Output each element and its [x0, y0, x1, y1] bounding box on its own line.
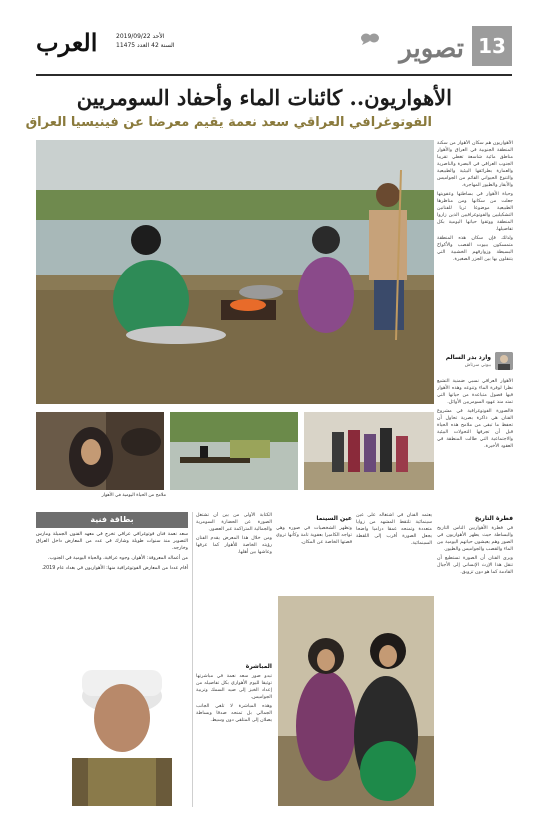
author-avatar: [495, 352, 513, 370]
section-heading-history: فطرة التاريخ: [474, 515, 513, 522]
section-heading-direct: المباشرة: [245, 663, 272, 670]
card-paragraph: أقام عددا من المعارض الفوتوغرافية منها: الأهواريون في بغداد عام 2019.: [41, 566, 188, 571]
card-body: [36, 531, 188, 575]
direct-paragraph: تبدو صور سعد نعمة في مباشرتها توثيقا لليوم الأهواري بكل تفاصيله من إعداد الخبز إلى صيد السمك وتربية الجواميس.: [196, 674, 272, 700]
speech-bubble-icon: [360, 32, 380, 46]
photo-caption: ملامح من الحياة اليومية في الأهوار: [101, 493, 166, 498]
history-column: [437, 512, 513, 712]
cinema-paragraph: يعتمد الفنان في اشتغاله على عين سينمائية تلتقط المشهد من زوايا متعددة وتمنحه عمقا دراميا واضحا يجعل الصورة أقرب إلى اللقطة السينمائية.: [356, 513, 432, 546]
photo-children-group: [304, 412, 434, 490]
main-photo-bread-cooking: [36, 140, 434, 404]
middle-paragraph: فالصورة الفوتوغرافية في مشروع الفنان هي ذاكرة بصرية تحاول أن تحفظ ما تبقى من ملامح هذه الحياة قبل أن تجرفها التحولات البيئية والاجتماعية التي طالت المنطقة في العقود الأخيرة.: [437, 409, 513, 449]
direct-column: [196, 660, 272, 806]
photo-two-girls: [278, 596, 434, 806]
history-paragraph: في فطرة الأهواريين الناس التاريخ والبساطة حيث يظهر الأهواريون في الصور وهم يعيشون حياتهم اليومية بين الماء والقصب والجواميس والطيور.: [437, 526, 513, 552]
middle-paragraph: الأهوار العراقي نسبي ضمنية التشبع نظرا لوفرة الماء وتنوعه وهذه الأهوار فيها فصول متباعدة من حياتها التي تمتد منذ عهود السومريين الأوائل.: [437, 379, 513, 405]
cinema-column: [356, 512, 432, 592]
newspaper-logo: العرب: [36, 28, 98, 57]
author-name: وارد بدر السالم: [445, 354, 491, 361]
photo-boat-reeds: [170, 412, 298, 490]
section-name: تصوير: [399, 34, 464, 64]
cinema-column-2: [276, 512, 352, 592]
art-paragraph: الكتابة الأولى من بين أن تشتغل الصورة عن الحضارة السومرية والجمالية المتراكمة عبر العصور.: [196, 513, 272, 532]
lead-paragraph: وحياة الأهوار في بساطتها وعفويتها جعلت من سكانها ومن مناظرها الطبيعية موضوعا ثريا للفنانين التشكيليين والفوتوغرافيين الذين زاروا المنطقة ووثقوا حياتها اليومية بكل تفاصيلها.: [437, 192, 513, 232]
article-subheadline: الفوتوغرافي العراقي سعد نعمة يقيم معرضا عن فينيسيا العراق: [25, 115, 432, 130]
lead-column: [437, 140, 513, 350]
column-divider: [192, 512, 193, 807]
masthead-rule: [36, 74, 512, 76]
author-location: بيوتي سرتاش: [464, 363, 491, 368]
issue-number: السنة 42 العدد 11475: [116, 42, 175, 49]
history-paragraph: ويرى الفنان أن الصورة تستطيع أن تنقل هذا الإرث الإنساني إلى الأجيال القادمة كما هو دون تزويق.: [437, 556, 513, 575]
cinema-paragraph: وتظهر الشخصيات في صوره وهي تواجه الكاميرا بعفوية تامة وكأنها تروي قصتها الخاصة عن المكان.: [276, 526, 352, 545]
photographer-portrait: [58, 648, 186, 806]
page-number: 13: [472, 26, 512, 66]
issue-date: الأحد 2019/09/22: [116, 33, 165, 40]
article-headline: الأهواريون.. كائنات الماء وأحفاد السومريين: [76, 85, 452, 110]
middle-column: [437, 378, 513, 508]
photo-woman-buffalo: [36, 412, 164, 490]
lead-paragraph: ولذلك فإن سكان هذه المنطقة متمسكون ببيوت القصب والأكواخ البسيطة وزوارقهم الخشبية التي يتنقلون بها بين الجزر الصغيرة.: [437, 236, 513, 262]
lead-paragraph: الأهواريون هم سكان الأهوار من سكنة المنطقة الجنوبية في العراق والأهوار مناطق مائية شاسعة تغطي تقريبا الجنوب العراقي في البصرة والناصرية والعمارة بطرائقها البيئية والطبيعية والتنوع الحيواني القائم من الجواميس والأبقار والطيور المهاجرة.: [437, 141, 513, 188]
card-paragraph: سعد نعمة فنان فوتوغرافي عراقي تخرج في معهد الفنون الجميلة ومارس التصوير منذ سنوات طويلة وشارك في عدد من المعارض داخل العراق وخارجه.: [36, 532, 188, 551]
masthead: [36, 26, 512, 72]
direct-paragraph: وهذه المباشرة لا تلغي الجانب الجمالي بل تمنحه صدقا وبساطة يصلان إلى المتلقي دون وسيط.: [196, 704, 272, 723]
art-paragraph: ومن خلال هذا المعرض يقدم الفنان رؤيته الخاصة للأهوار كما عرفها وعاشها بين أهلها.: [196, 536, 272, 555]
card-title: بطاقة فنية: [36, 512, 188, 528]
author-byline: [437, 352, 513, 372]
card-paragraph: من أعماله المعروفة: الأهوار، وجوه عراقية، والحياة اليومية في الجنوب.: [47, 556, 188, 561]
section-heading-cinema: عين السينما: [316, 515, 352, 522]
art-column: [196, 512, 272, 652]
issue-info: [116, 32, 175, 50]
